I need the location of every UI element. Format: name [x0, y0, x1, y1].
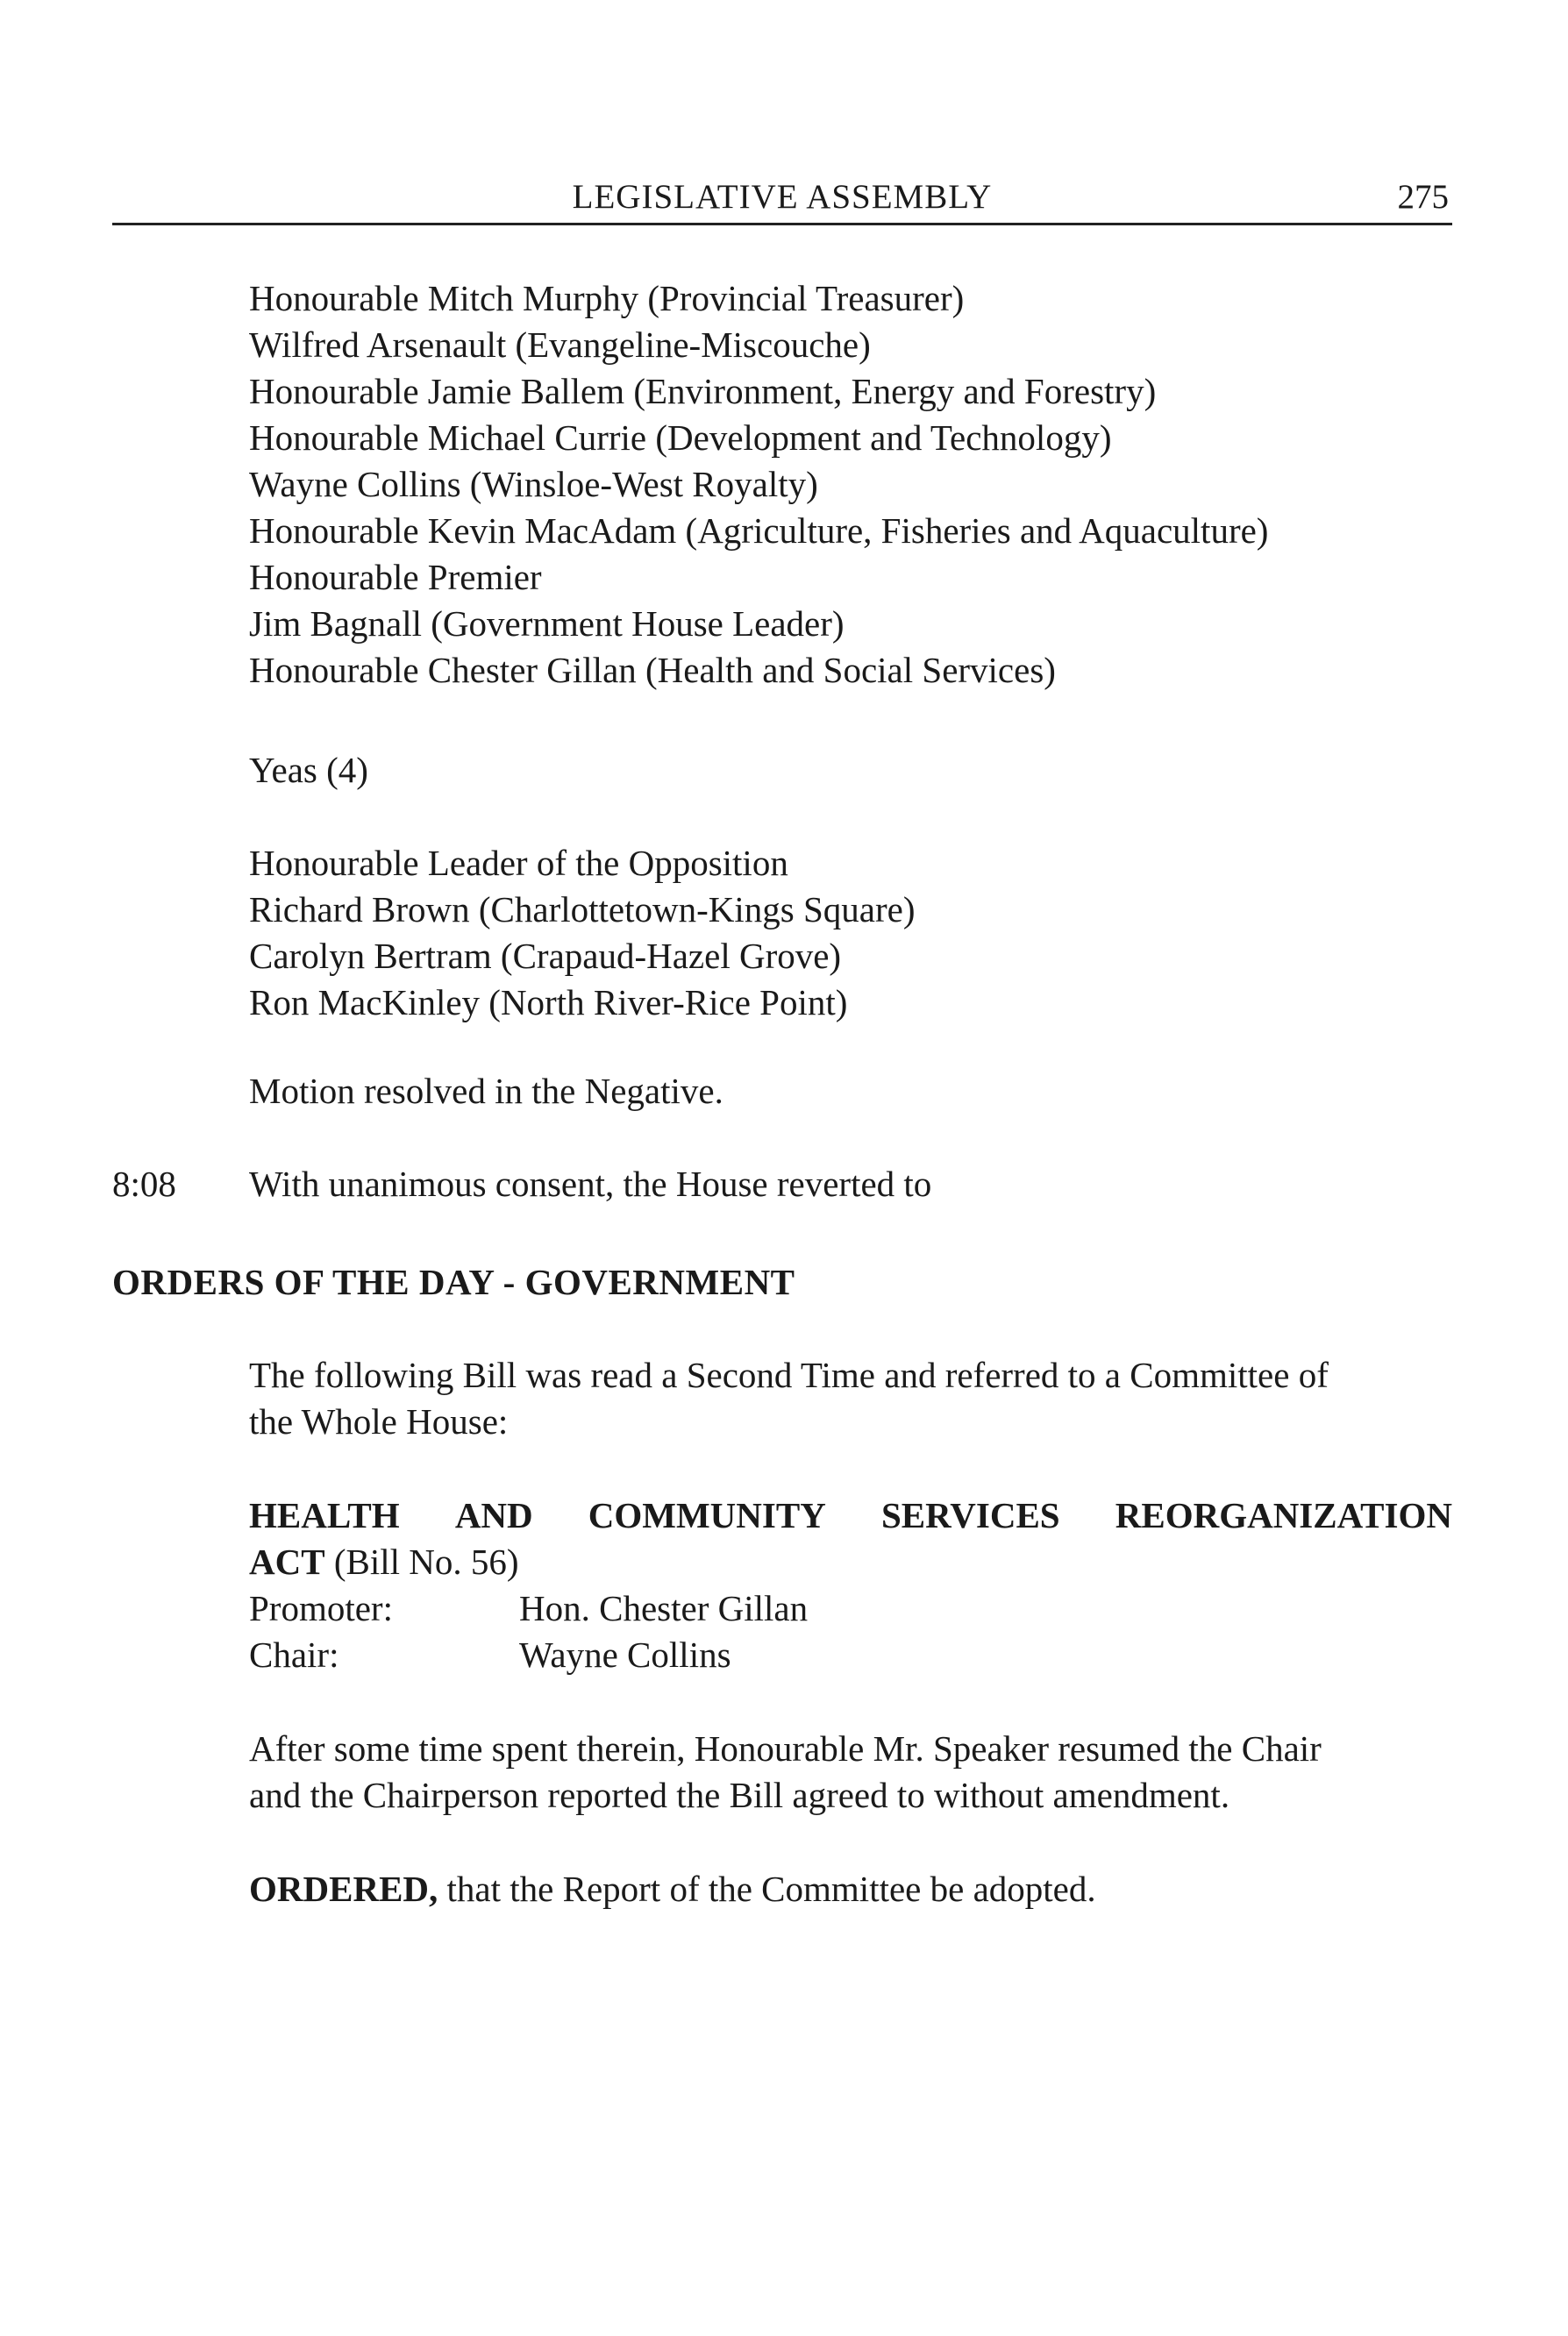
header-rule: [112, 223, 1452, 225]
chair-value: Wayne Collins: [519, 1634, 731, 1675]
list-item: Wayne Collins (Winsloe-West Royalty): [249, 464, 818, 504]
bill-title-line2: ACT (Bill No. 56): [249, 1542, 519, 1582]
list-item: Honourable Mitch Murphy (Provincial Treasurer): [249, 278, 965, 318]
list-item: Honourable Michael Currie (Development and Technology): [249, 417, 1112, 458]
list-item: Richard Brown (Charlottetown-Kings Square): [249, 889, 916, 929]
bill-block: [249, 1492, 1452, 1678]
section-heading: ORDERS OF THE DAY - GOVERNMENT: [112, 1262, 795, 1302]
list-item: Carolyn Bertram (Crapaud-Hazel Grove): [249, 936, 842, 976]
chair-row: [249, 1632, 1452, 1678]
time-stamp: 8:08: [112, 1164, 176, 1204]
yeas-list: [249, 840, 1452, 1026]
time-entry-text: With unanimous consent, the House reverted to: [249, 1164, 932, 1204]
promoter-row: [249, 1585, 1452, 1632]
bill-intro: The following Bill was read a Second Time and referred to a Committee of the Whole House:: [249, 1355, 1329, 1442]
nays-list: [249, 275, 1452, 694]
motion-result: Motion resolved in the Negative.: [249, 1071, 723, 1111]
promoter-label: Promoter:: [249, 1588, 393, 1628]
committee-report-paragraph: After some time spent therein, Honourable Mr. Speaker resumed the Chair and the Chairperson reported the Bill agreed to without amendment.: [249, 1728, 1322, 1815]
list-item: Honourable Chester Gillan (Health and Social Services): [249, 650, 1056, 690]
running-title: LEGISLATIVE ASSEMBLY: [572, 178, 993, 216]
list-item: Honourable Jamie Ballem (Environment, Energy and Forestry): [249, 371, 1157, 411]
chair-label: Chair:: [249, 1634, 339, 1675]
list-item: Honourable Leader of the Opposition: [249, 843, 788, 883]
yeas-heading: Yeas (4): [249, 750, 368, 790]
bill-title: HEALTH AND COMMUNITY SERVICES REORGANIZATION: [249, 1495, 1452, 1535]
page-header: [112, 172, 1452, 223]
promoter-value: Hon. Chester Gillan: [519, 1588, 809, 1628]
list-item: Wilfred Arsenault (Evangeline-Miscouche): [249, 324, 871, 365]
page-number: 275: [1397, 178, 1449, 216]
ordered-paragraph: ORDERED, that the Report of the Committee be adopted.: [249, 1869, 1096, 1909]
list-item: Ron MacKinley (North River-Rice Point): [249, 982, 848, 1022]
list-item: Jim Bagnall (Government House Leader): [249, 603, 845, 644]
list-item: Honourable Premier: [249, 557, 542, 597]
list-item: Honourable Kevin MacAdam (Agriculture, Fisheries and Aquaculture): [249, 510, 1269, 551]
